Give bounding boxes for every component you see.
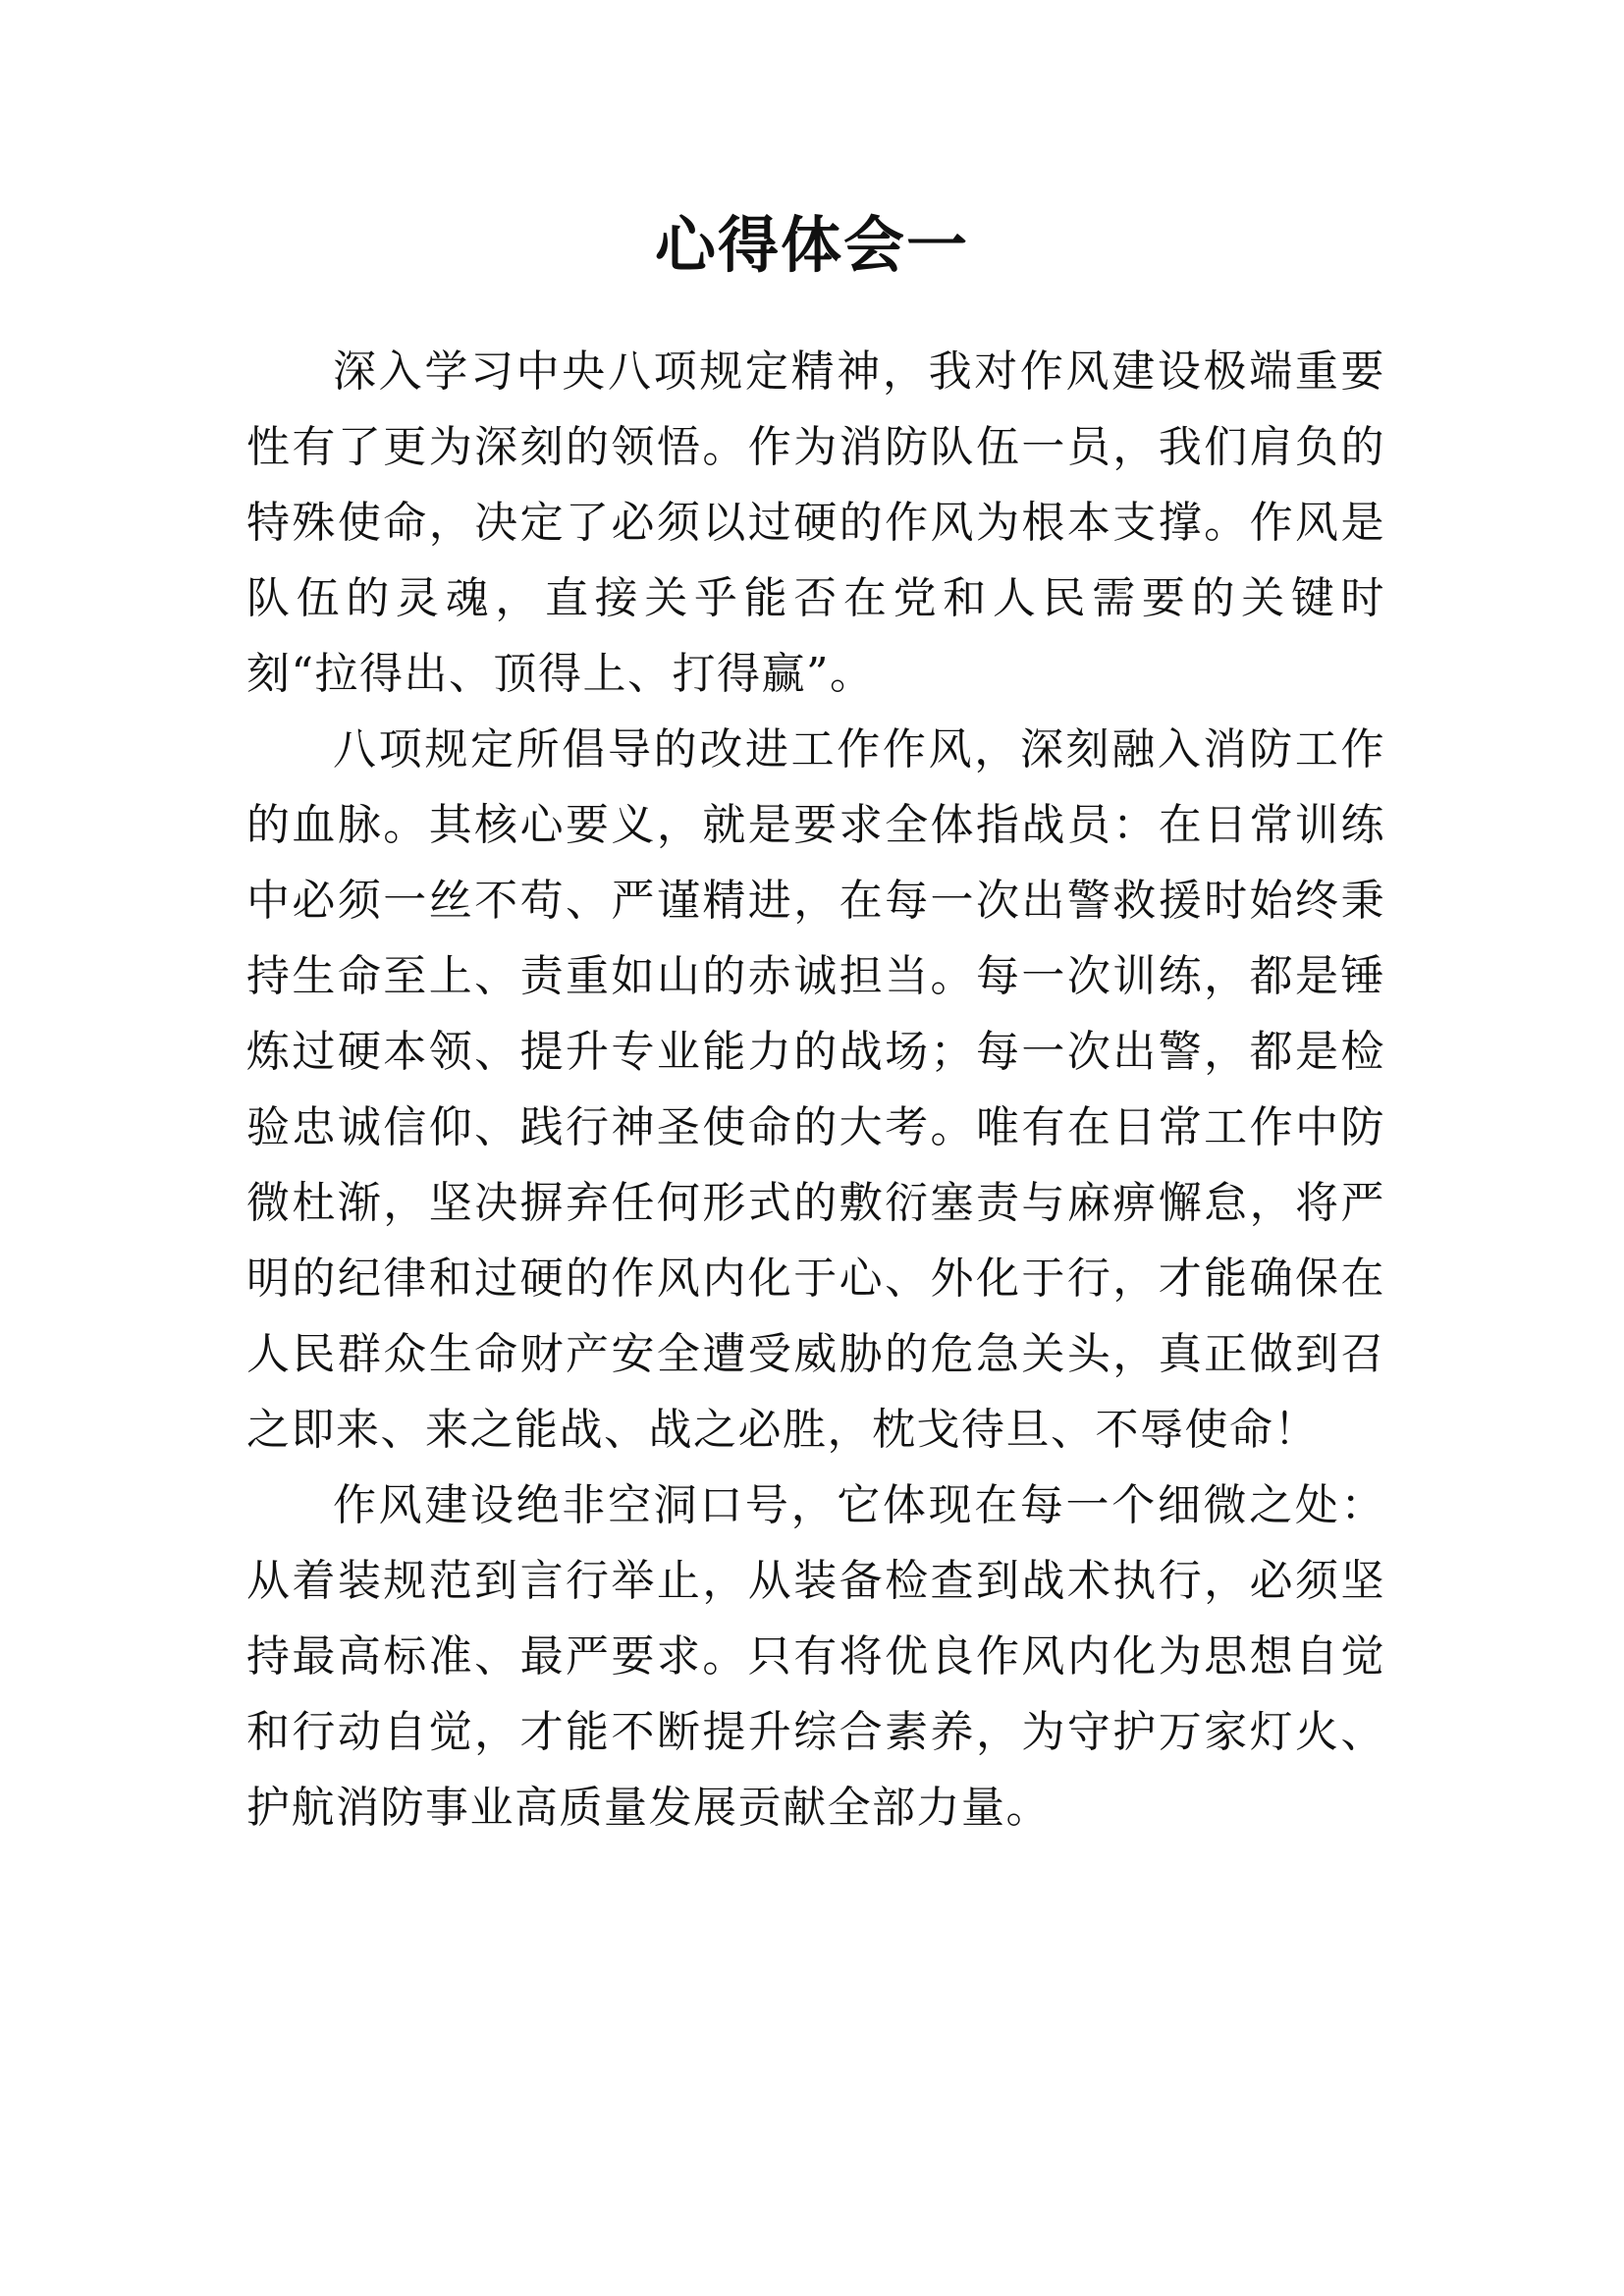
document-body [246, 334, 1385, 1845]
document-title: 心得体会一 [654, 209, 969, 281]
paragraph-3: 作风建设绝非空洞口号，它体现在每一个细微之处：从着装规范到言行举止，从装备检查到战术执行，必须坚持最高标准、最严要求。只有将优良作风内化为思想自觉和行动自觉，才能不断提升综合素养，为守护万家灯火、护航消防事业高质量发展贡献全部力量。 [246, 1480, 1385, 1833]
paragraph-2: 八项规定所倡导的改进工作作风，深刻融入消防工作的血脉。其核心要义，就是要求全体指战员：在日常训练中必须一丝不苟、严谨精进，在每一次出警救援时始终秉持生命至上、责重如山的赤诚担当。每一次训练，都是锤炼过硬本领、提升专业能力的战场；每一次出警，都是检验忠诚信仰、践行神圣使命的大考。唯有在日常工作中防微杜渐，坚决摒弃任何形式的敷衍塞责与麻痹懈怠，将严明的纪律和过硬的作风内化于心、外化于行，才能确保在人民群众生命财产安全遭受威胁的危急关头，真正做到召之即来、来之能战、战之必胜，枕戈待旦、不辱使命！ [246, 724, 1385, 1455]
paragraph-1: 深入学习中央八项规定精神，我对作风建设极端重要性有了更为深刻的领悟。作为消防队伍一员，我们肩负的特殊使命，决定了必须以过硬的作风为根本支撑。作风是队伍的灵魂，直接关乎能否在党和人民需要的关键时刻“拉得出、顶得上、打得赢”。 [246, 347, 1385, 699]
